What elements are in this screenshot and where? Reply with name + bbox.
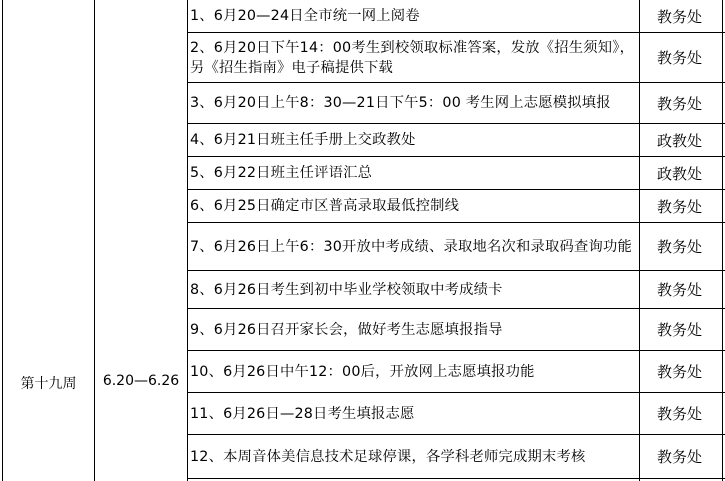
task-text: 12、本周音体美信息技术足球停课，各学科老师完成期末考核 <box>190 448 586 465</box>
task-text: 6、6月25日确定市区普高录取最低控制线 <box>190 198 460 214</box>
task-text: 3、6月20日上午8：30—21日下午5：00 考生网上志愿模拟填报 <box>190 95 611 111</box>
date-range: 6.20—6.26 <box>102 373 180 389</box>
dept-label: 教务处 <box>657 238 703 256</box>
dept-label: 教务处 <box>657 321 703 339</box>
dept-label: 政教处 <box>657 164 703 183</box>
dept-label: 政教处 <box>657 131 703 150</box>
dept-label: 教务处 <box>657 197 703 216</box>
week-label: 第十九周 <box>20 376 77 392</box>
dept-label: 教务处 <box>657 448 703 466</box>
task-text: 4、6月21日班主任手册上交政教处 <box>190 132 416 148</box>
task-text: 7、6月26日上午6：30开放中考成绩、录取地名次和录取码查询功能 <box>190 238 632 255</box>
task-text: 11、6月26日—28日考生填报志愿 <box>190 405 415 422</box>
task-text: 2、6月20日下午14：00考生到校领取标准答案，发放《招生须知》，另《招生指南》电子稿提供下载 <box>190 39 635 76</box>
task-text: 1、6月20—24日全市统一网上阅卷 <box>190 8 420 24</box>
task-text: 9、6月26日召开家长会，做好考生志愿填报指导 <box>190 321 503 338</box>
dept-label: 教务处 <box>657 281 703 299</box>
date-cell <box>95 0 187 481</box>
task-text: 5、6月22日班主任评语汇总 <box>190 165 373 181</box>
row-divider <box>187 478 725 479</box>
task-text: 10、6月26日中午12：00后，开放网上志愿填报功能 <box>190 363 535 380</box>
task-text: 8、6月26日考生到初中毕业学校领取中考成绩卡 <box>190 281 503 298</box>
grid-line <box>187 0 188 481</box>
dept-label: 教务处 <box>657 363 703 381</box>
dept-label: 教务处 <box>657 94 703 113</box>
dept-label: 教务处 <box>657 405 703 423</box>
week-cell <box>3 0 94 481</box>
dept-label: 教务处 <box>657 7 703 26</box>
dept-label: 教务处 <box>657 49 703 67</box>
